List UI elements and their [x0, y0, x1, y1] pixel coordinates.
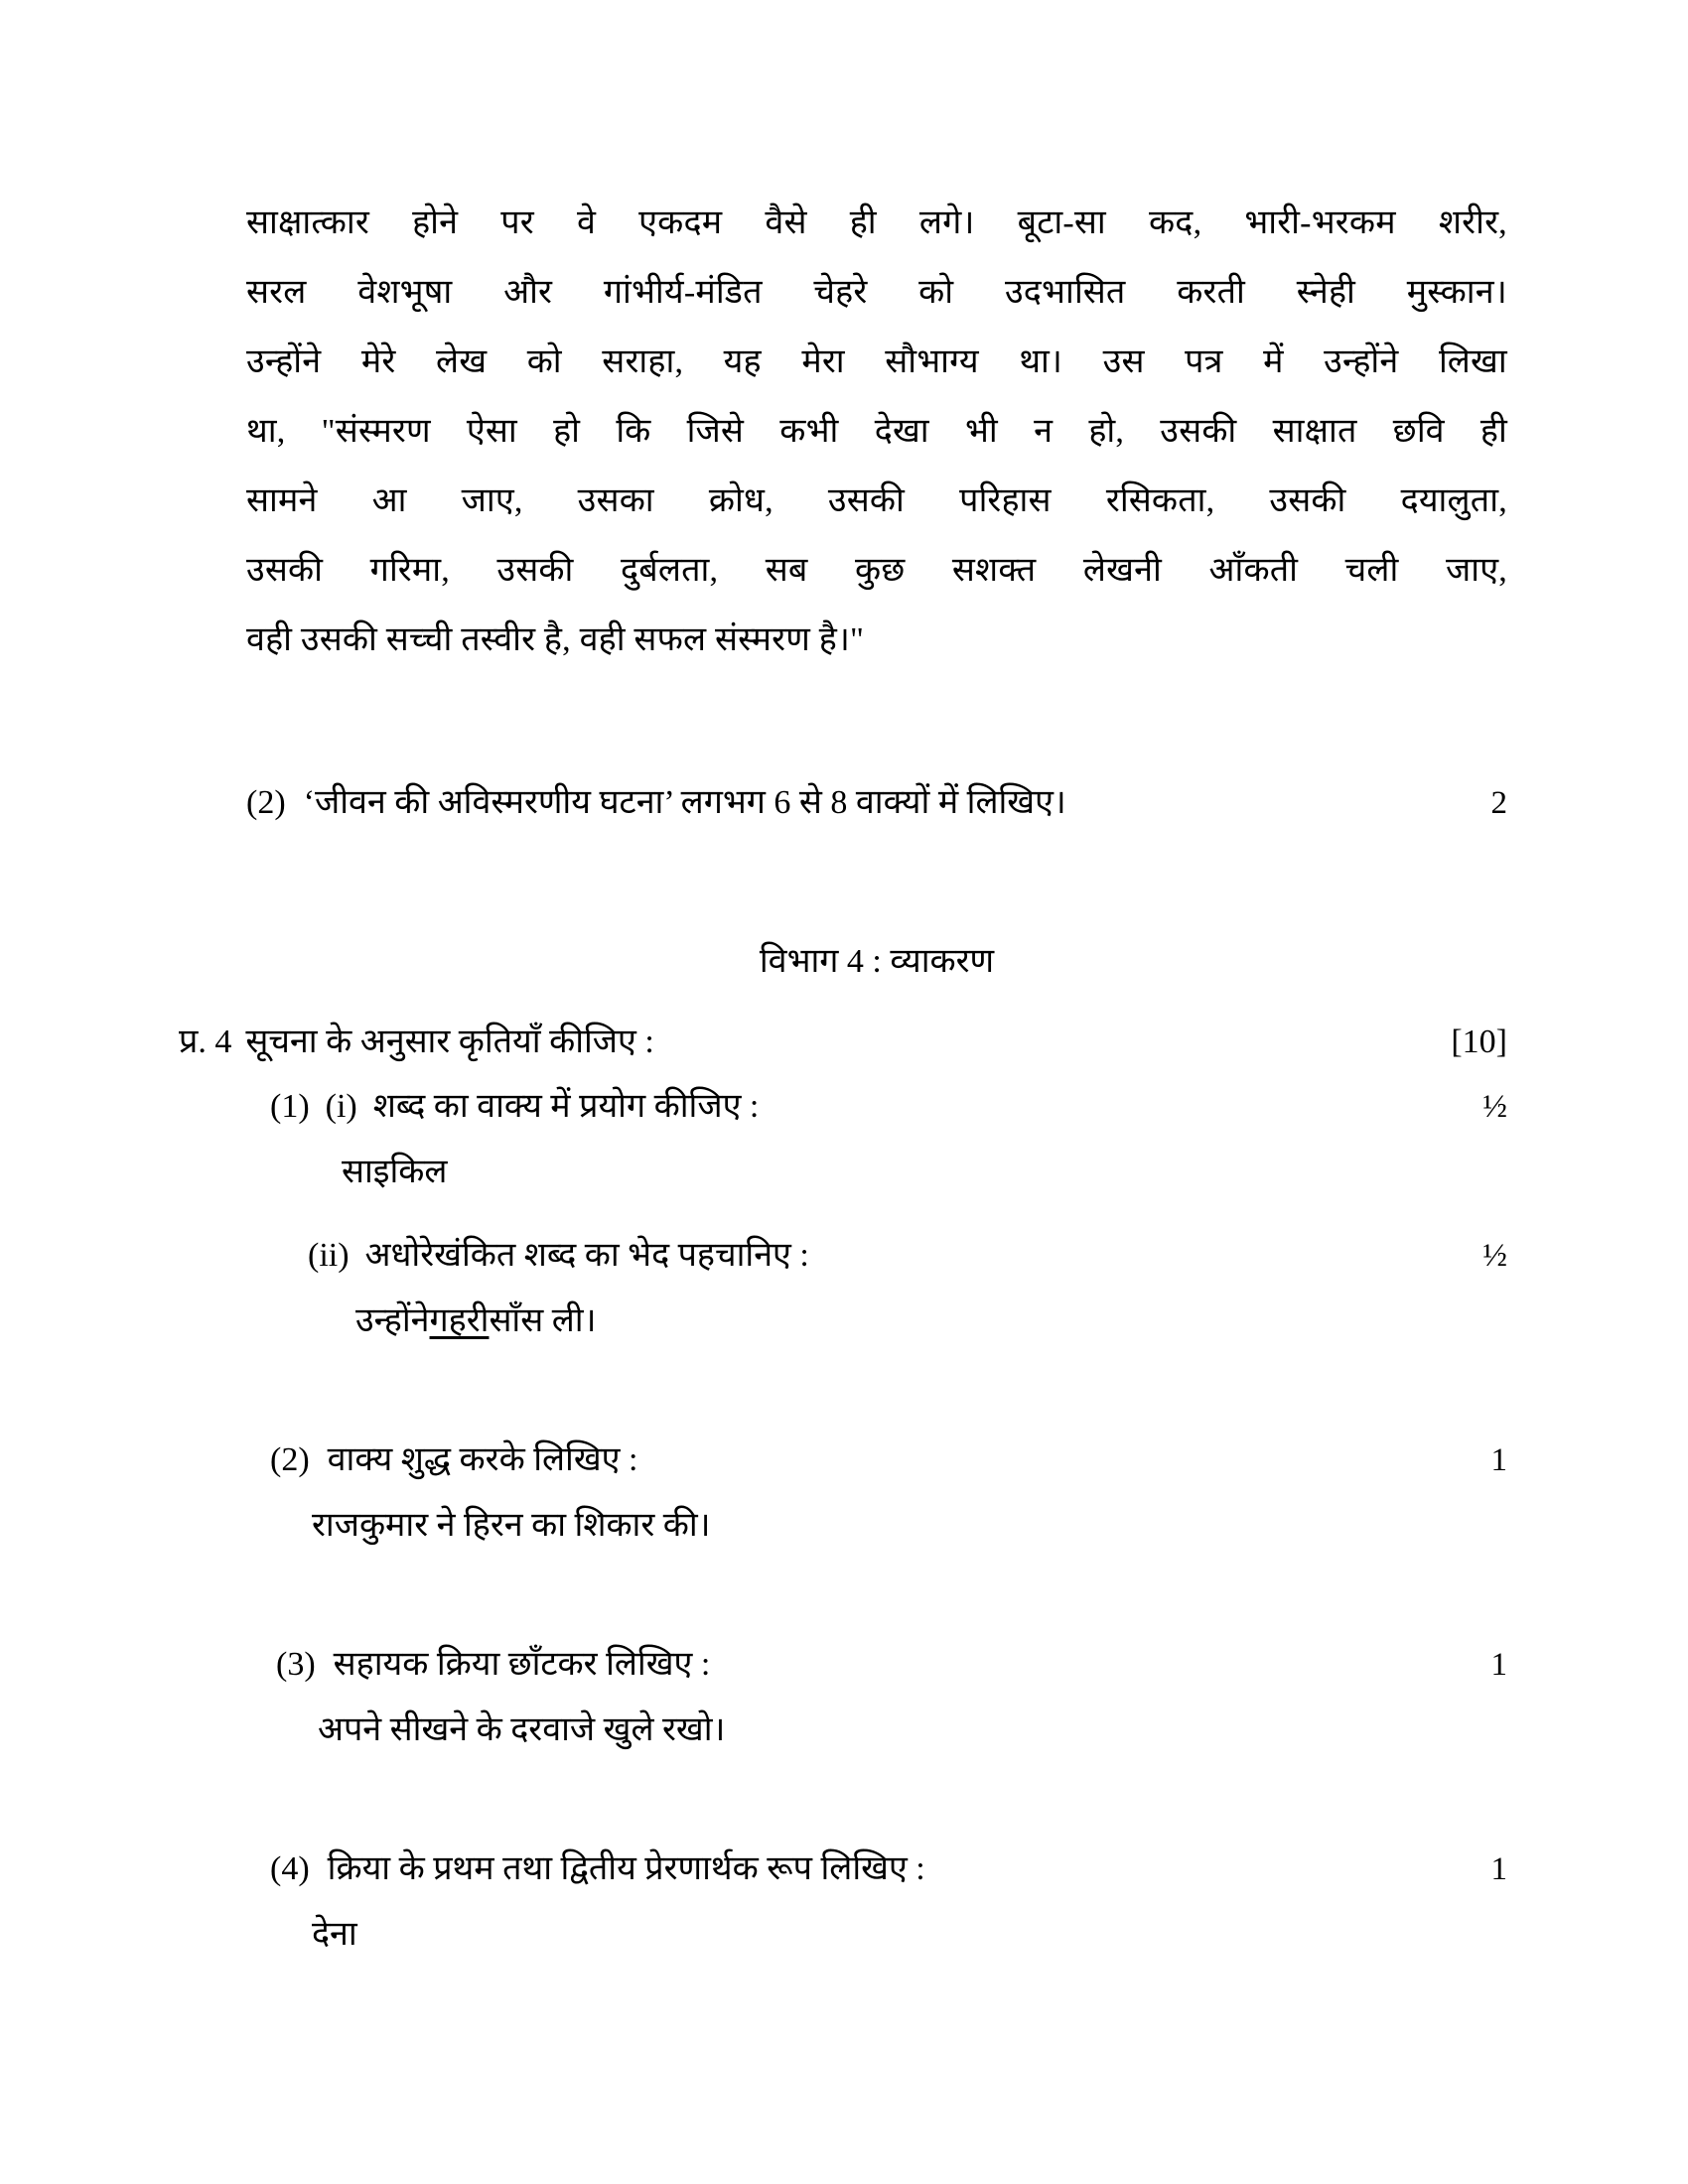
passage-word: ही: [1479, 413, 1507, 450]
passage-word: उन्होंने: [246, 343, 322, 380]
spacer: [246, 993, 1507, 1011]
passage-word: आ: [371, 482, 407, 519]
passage-word: लेख: [435, 343, 488, 380]
passage-line-text: वही उसकी सच्ची तस्वीर है, वही सफल संस्मरण है।": [246, 621, 865, 658]
spacer: [246, 675, 1507, 770]
passage-word: पर: [500, 205, 534, 241]
passage-word: और: [503, 274, 553, 311]
passage-word: लेखनी: [1082, 552, 1163, 589]
passage-word: जिसे: [686, 413, 745, 450]
question-4-item-5-label: (4): [270, 1850, 310, 1887]
passage-word: हो: [553, 413, 581, 450]
question-4-item-4-answer-prompt-row: [246, 1698, 1507, 1763]
passage-line: [246, 258, 1507, 328]
passage-word: सशक्त: [951, 552, 1037, 589]
passage-word: लगे।: [918, 205, 975, 241]
passage-word: पत्र: [1185, 343, 1223, 380]
passage-word: "संस्मरण: [321, 413, 431, 450]
question-4-item-2-marks: ½: [1482, 1238, 1507, 1274]
question-4-marks: [10]: [1451, 1024, 1507, 1060]
question-4-item-1-answer-prompt-row: [246, 1140, 1507, 1205]
passage-word: साक्षात: [1272, 413, 1357, 450]
passage-word: ही: [849, 205, 877, 241]
question-4-item-1-label: (1): [270, 1088, 310, 1125]
passage-word: परिहास: [959, 482, 1052, 519]
passage-word: चली: [1344, 552, 1399, 589]
question-4-item-2-text: अधोरेखंकित शब्द का भेद पहचानिए :: [364, 1237, 809, 1274]
question-2-row: [246, 770, 1507, 836]
passage-word: मेरा: [801, 343, 845, 380]
passage-word: मेरे: [360, 343, 396, 380]
passage-word: बूटा-सा: [1017, 205, 1106, 241]
question-2-text: ‘जीवन की अविस्मरणीय घटना’ लगभग 6 से 8 वाक्यों में लिखिए।: [303, 784, 1066, 821]
passage-word: शरीर,: [1438, 205, 1507, 241]
question-4-item-2-sub-label: (ii): [308, 1237, 350, 1274]
spacer: [246, 1354, 1507, 1428]
passage-word: आँकती: [1208, 552, 1299, 589]
spacer: [246, 1205, 1507, 1223]
passage-block: [246, 189, 1507, 675]
spacer: [246, 1559, 1507, 1632]
passage-word: उन्होंने: [1324, 343, 1399, 380]
passage-word: होने: [412, 205, 459, 241]
passage-word: उस: [1102, 343, 1145, 380]
passage-word: यह: [723, 343, 762, 380]
spacer: [246, 836, 1507, 931]
passage-word: भी: [964, 413, 998, 450]
passage-word: ऐसा: [466, 413, 517, 450]
question-4-item-3-answer-prompt-row: [246, 1493, 1507, 1559]
passage-word: कभी: [779, 413, 839, 450]
passage-word: उसकी: [246, 552, 324, 589]
page-content: [179, 189, 1507, 1968]
passage-line: [246, 606, 1507, 675]
passage-word: स्नेही: [1296, 274, 1356, 311]
question-4-label: प्र. 4: [179, 1024, 232, 1060]
question-4-item-1-answer-prompt: साइकिल: [342, 1154, 448, 1190]
section-heading: विभाग 4 : व्याकरण: [759, 943, 995, 980]
question-4-item-4-marks: 1: [1490, 1647, 1507, 1683]
passage-line: [246, 328, 1507, 397]
passage-word: उसकी: [496, 552, 574, 589]
passage-word: उसकी: [827, 482, 906, 519]
passage-word: वेशभूषा: [357, 274, 453, 311]
question-4-item-1-marks: ½: [1482, 1089, 1507, 1125]
passage-word: कुछ: [855, 552, 906, 589]
passage-word: सामने: [246, 482, 318, 519]
passage-word: गांभीर्य-मंडित: [603, 274, 763, 311]
passage-word: लिखा: [1438, 343, 1507, 380]
passage-word: करती: [1177, 274, 1246, 311]
question-4-item-4-row: [246, 1632, 1507, 1698]
passage-word: था।: [1019, 343, 1063, 380]
passage-word: सरल: [246, 274, 307, 311]
question-4-item-3-row: [246, 1428, 1507, 1493]
question-4-item-1-i-row: [246, 1074, 1507, 1140]
passage-word: उसका: [577, 482, 654, 519]
spacer: [246, 1763, 1507, 1837]
question-4-item-5-marks: 1: [1490, 1851, 1507, 1887]
passage-line: [246, 397, 1507, 467]
question-4-item-3-marks: 1: [1490, 1442, 1507, 1478]
passage-word: को: [918, 274, 954, 311]
passage-word: मुस्कान।: [1406, 274, 1507, 311]
question-4-text: सूचना के अनुसार कृतियाँ कीजिए :: [245, 1024, 654, 1060]
passage-line: [246, 536, 1507, 606]
question-4-item-3-label: (2): [270, 1441, 310, 1478]
question-4-item-1-text: शब्द का वाक्य में प्रयोग कीजिए :: [372, 1088, 760, 1125]
question-4-item-5-answer-prompt-row: [246, 1902, 1507, 1968]
passage-word: रसिकता,: [1105, 482, 1215, 519]
question-4-item-5-answer-prompt: देना: [312, 1916, 357, 1953]
passage-word: जाए,: [1445, 552, 1507, 589]
question-4-item-3-answer-prompt: राजकुमार ने हिरन का शिकार की।: [312, 1507, 711, 1544]
passage-word: एकदम: [638, 205, 723, 241]
answer-prompt-post: साँस ली।: [489, 1302, 597, 1339]
question-2-label: (2): [246, 784, 286, 821]
passage-word: कद,: [1149, 205, 1202, 241]
question-4-item-2-answer-prompt-row: [246, 1289, 1507, 1354]
passage-word: वे: [576, 205, 597, 241]
passage-line: [246, 189, 1507, 258]
question-4-item-4-text: सहायक क्रिया छाँटकर लिखिए :: [333, 1646, 711, 1683]
passage-word: सराहा,: [602, 343, 684, 380]
passage-word: भारी-भरकम: [1244, 205, 1396, 241]
passage-word: न: [1034, 413, 1054, 450]
passage-word: चेहरे: [813, 274, 868, 311]
passage-word: गरिमा,: [369, 552, 450, 589]
answer-prompt-pre: उन्होंने: [355, 1302, 430, 1339]
passage-word: दुर्बलता,: [621, 552, 719, 589]
question-4-item-3-text: वाक्य शुद्ध करके लिखिए :: [327, 1441, 638, 1478]
passage-word: दयालुता,: [1400, 482, 1507, 519]
passage-word: क्रोध,: [708, 482, 774, 519]
passage-word: में: [1263, 343, 1284, 380]
answer-prompt-underlined-word: गहरी: [429, 1302, 490, 1339]
question-4-item-1-sub-label: (i): [325, 1088, 357, 1125]
question-2-marks: 2: [1490, 785, 1507, 821]
passage-word: वैसे: [765, 205, 807, 241]
passage-word: उसकी: [1269, 482, 1346, 519]
question-4-item-4-answer-prompt: अपने सीखने के दरवाजे खुले रखो।: [318, 1711, 726, 1748]
passage-word: साक्षात्कार: [246, 205, 369, 241]
passage-word: उदभासित: [1004, 274, 1126, 311]
passage-word: छवि: [1392, 413, 1445, 450]
question-4-item-5-text: क्रिया के प्रथम तथा द्वितीय प्रेरणार्थक रूप लिखिए :: [327, 1850, 925, 1887]
passage-word: था,: [246, 413, 286, 450]
question-4-heading-row: [179, 1011, 1507, 1074]
question-4-item-5-row: [246, 1837, 1507, 1902]
passage-word: सब: [765, 552, 808, 589]
passage-word: जाए,: [461, 482, 523, 519]
question-4-item-4-label: (3): [276, 1646, 316, 1683]
passage-line: [246, 467, 1507, 536]
question-4-item-2-ii-row: [246, 1223, 1507, 1289]
passage-word: उसकी: [1160, 413, 1237, 450]
passage-word: को: [526, 343, 562, 380]
passage-word: देखा: [874, 413, 929, 450]
passage-word: सौभाग्य: [885, 343, 979, 380]
passage-word: कि: [616, 413, 651, 450]
passage-word: हो,: [1088, 413, 1125, 450]
